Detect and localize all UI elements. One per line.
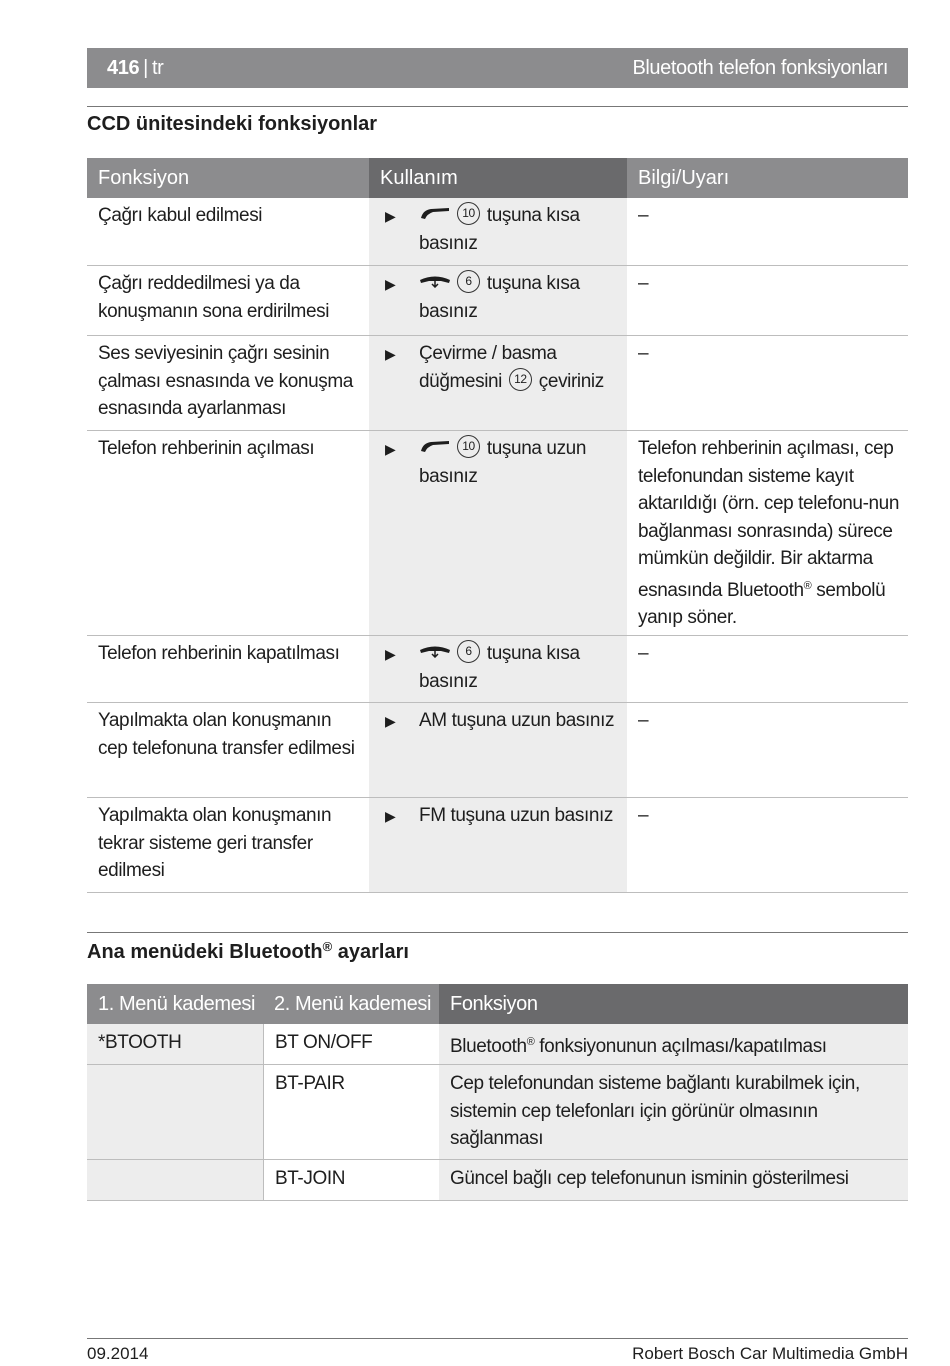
header-separator: | — [143, 56, 148, 79]
column-header-function: Fonksiyon — [439, 984, 908, 1024]
info-cell: – — [638, 205, 649, 226]
footer-date: 09.2014 — [87, 1344, 149, 1363]
function-cell: Yapılmakta olan konuşmanın tekrar sisteme geri transfer edilmesi — [98, 805, 332, 881]
usage-cell: ▶ FM tuşuna uzun basınız — [369, 798, 627, 892]
footer-divider — [87, 1338, 908, 1339]
function-cell: Telefon rehberinin kapatılması — [98, 643, 340, 664]
bullet-arrow-icon: ▶ — [385, 646, 396, 662]
info-cell: – — [638, 273, 649, 294]
bullet-arrow-icon: ▶ — [385, 713, 396, 729]
function-cell: Telefon rehberinin açılması — [98, 438, 315, 459]
usage-cell: ▶ 6 tuşuna kısa basınız — [369, 266, 627, 335]
page-footer — [87, 1344, 908, 1364]
language-code: tr — [151, 56, 164, 79]
button-number-badge: 6 — [457, 640, 480, 663]
function-cell: Güncel bağlı cep telefonunun isminin gösterilmesi — [439, 1160, 908, 1200]
section-title-bluetooth: Ana menüdeki Bluetooth® ayarları — [87, 939, 409, 963]
divider — [87, 106, 908, 107]
table-row — [87, 1065, 908, 1160]
column-header-info: Bilgi/Uyarı — [627, 158, 908, 198]
table-row — [87, 1024, 908, 1065]
bullet-arrow-icon: ▶ — [385, 441, 396, 457]
usage-cell: ▶ AM tuşuna uzun basınız — [369, 703, 627, 797]
page-number: 416 — [107, 56, 140, 79]
usage-cell: ▶ 10 tuşuna kısa basınız — [369, 198, 627, 265]
table-row — [87, 198, 908, 266]
button-number-badge: 10 — [457, 435, 480, 458]
function-cell: Çağrı kabul edilmesi — [98, 205, 263, 226]
menu-level-1-cell — [87, 1065, 263, 1159]
button-number-badge: 10 — [457, 202, 480, 225]
function-cell: Cep telefonundan sisteme bağlantı kurabilmek için, sistemin cep telefonları için görünür olmasının sağlanması — [439, 1065, 908, 1159]
info-cell: Telefon rehberinin açılması, cep telefonundan sisteme kayıt aktarıldığı (örn. cep telefonu-nun bağlanması sonrasında) sürece mümkün değildir. Bir aktarma esnasında Bluetooth® sembolü yanıp söner. — [638, 438, 900, 628]
table-row — [87, 636, 908, 703]
phone-accept-icon — [419, 439, 451, 453]
column-header-function: Fonksiyon — [87, 158, 369, 198]
table-header — [87, 158, 908, 198]
function-cell: Ses seviyesinin çağrı sesinin çalması esnasında ve konuşma esnasında ayarlanması — [98, 343, 353, 419]
button-number-badge: 12 — [509, 368, 532, 391]
chapter-title: Bluetooth telefon fonksiyonları — [632, 56, 888, 79]
table-row — [87, 266, 908, 336]
bullet-arrow-icon: ▶ — [385, 208, 396, 224]
column-header-menu-level-2: 2. Menü kademesi — [263, 984, 439, 1024]
menu-level-1-cell: *BTOOTH — [87, 1024, 263, 1064]
function-cell: Bluetooth® fonksiyonunun açılması/kapatılması — [439, 1024, 908, 1064]
table-row — [87, 1160, 908, 1201]
phone-accept-icon — [419, 206, 451, 220]
menu-level-2-cell: BT-PAIR — [263, 1065, 439, 1159]
table-row — [87, 798, 908, 893]
function-cell: Yapılmakta olan konuşmanın cep telefonuna transfer edilmesi — [98, 710, 355, 759]
bullet-arrow-icon: ▶ — [385, 276, 396, 292]
section-title-ccd: CCD ünitesindeki fonksiyonlar — [87, 113, 378, 135]
usage-cell: ▶ 10 tuşuna uzun basınız — [369, 431, 627, 635]
bullet-arrow-icon: ▶ — [385, 808, 396, 824]
table-row — [87, 336, 908, 431]
info-cell: – — [638, 643, 649, 664]
info-cell: – — [638, 710, 649, 731]
bullet-arrow-icon: ▶ — [385, 346, 396, 362]
table-row — [87, 703, 908, 798]
page-header — [87, 48, 908, 88]
usage-cell: ▶ 6 tuşuna kısa basınız — [369, 636, 627, 702]
table-row — [87, 431, 908, 636]
menu-level-2-cell: BT-JOIN — [263, 1160, 439, 1200]
column-header-usage: Kullanım — [369, 158, 627, 198]
footer-company: Robert Bosch Car Multimedia GmbH — [632, 1344, 908, 1363]
info-cell: – — [638, 343, 649, 364]
info-cell: – — [638, 805, 649, 826]
header-left — [107, 57, 163, 80]
menu-level-2-cell: BT ON/OFF — [263, 1024, 439, 1064]
button-number-badge: 6 — [457, 270, 480, 293]
usage-cell: ▶ Çevirme / basma düğmesini 12 çeviriniz — [369, 336, 627, 430]
function-cell: Çağrı reddedilmesi ya da konuşmanın sona erdirilmesi — [98, 273, 330, 322]
divider — [87, 932, 908, 933]
menu-level-1-cell — [87, 1160, 263, 1200]
table-header — [87, 984, 908, 1024]
phone-end-icon — [419, 644, 451, 658]
ccd-functions-table — [87, 158, 908, 893]
column-header-menu-level-1: 1. Menü kademesi — [87, 984, 263, 1024]
phone-end-icon — [419, 274, 451, 288]
bluetooth-settings-table — [87, 984, 908, 1201]
